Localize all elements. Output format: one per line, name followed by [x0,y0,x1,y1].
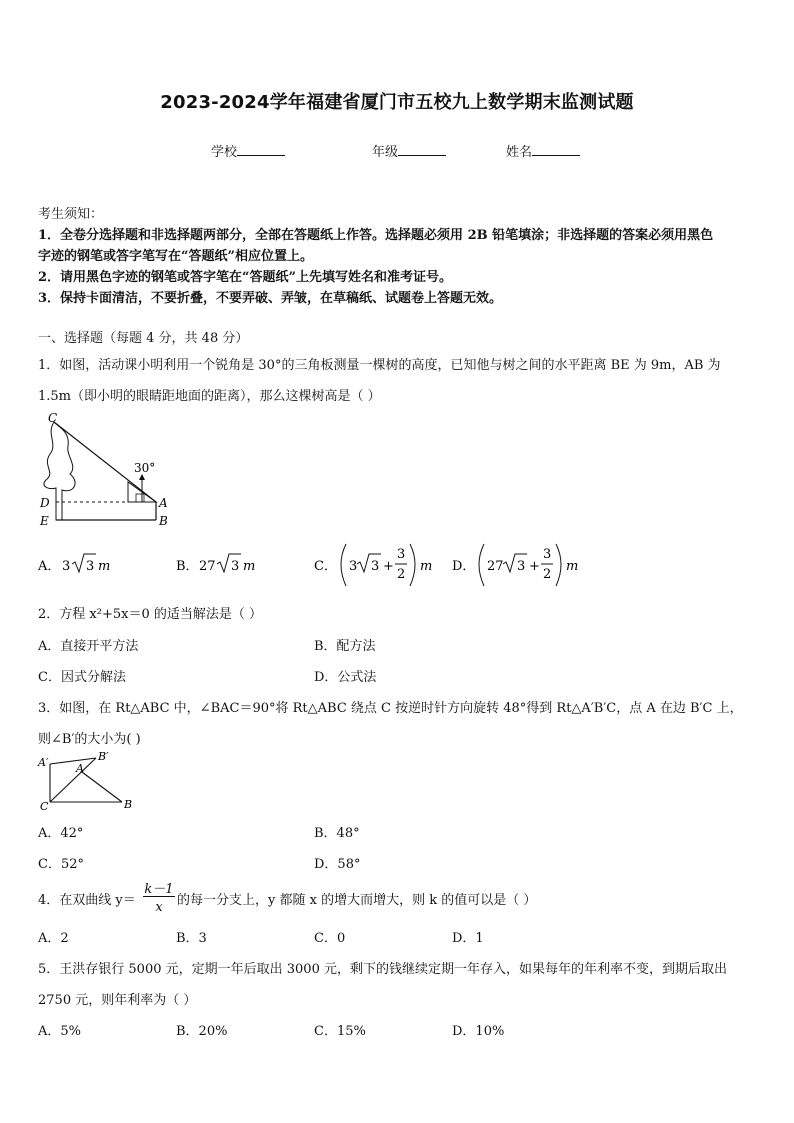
q1-option-a-rad: 3 [86,559,95,574]
name-blank [532,143,580,156]
q1-option-d-rparen [556,544,561,586]
label-a-prime: A′ [38,756,49,769]
q1-option-d-den: 2 [543,567,552,582]
q1-option-a-unit: m [98,559,111,574]
section-heading: 一、选择题（每题 4 分，共 48 分） [38,331,249,346]
q3-stem-line2: 则∠B′的大小为( ) [38,732,141,747]
q2-stem: 2．方程 x²+5x＝0 的适当解法是（ ） [38,607,262,622]
q2-option-a: A．直接开平方法 [38,639,139,654]
label-b: B [124,798,133,811]
q4-option-a: A．2 [38,931,69,946]
q4-stem-pre: 4．在双曲线 y＝ [38,893,136,908]
q5-option-b: B．20% [176,1024,228,1039]
q1-options [36,540,596,590]
q1-option-d-lparen [479,544,484,586]
notice-item-1-cont: 字迹的钢笔或答字笔写在“答题纸”相应位置上。 [38,249,313,264]
label-angle: 30° [134,461,156,475]
q4-fraction-num: k－1 [144,882,174,897]
label-a: A [76,762,84,775]
label-a: A [159,496,168,510]
q5-option-d: D．10% [452,1024,505,1039]
label-b: B [159,514,168,528]
q1-option-c-lparen [341,544,346,586]
q1-option-d-rad: 3 [517,559,526,574]
q4-option-b: B．3 [176,931,207,946]
q1-stem-line1: 1．如图，活动课小明利用一个锐角是 30°的三角板测量一棵树的高度，已知他与树之间的水平距离 BE 为 9m，AB 为 [38,358,721,373]
q1-option-a-label: A． [38,559,61,574]
q4-fraction-bar [143,896,175,897]
q1-option-a-coef: 3 [62,559,71,574]
q1-option-c-rad: 3 [371,559,380,574]
q1-figure [36,410,176,530]
q5-option-a: A．5% [38,1024,82,1039]
q1-option-c-rparen [410,544,415,586]
q1-option-d-unit: m [566,559,579,574]
q1-option-d-num: 3 [543,547,552,562]
name-field [506,141,580,160]
page-title: 2023-2024学年福建省厦门市五校九上数学期末监测试题 [160,92,634,113]
q5-stem-line1: 5．王洪存银行 5000 元，定期一年后取出 3000 元，剩下的钱继续定期一年存入，如果每年的年利率不变，到期后取出 [38,962,727,977]
q4-option-c: C．0 [314,931,346,946]
notice-item-1: 1．全卷分选择题和非选择题两部分，全部在答题纸上作答。选择题必须用 2B 铅笔填涂；非选择题的答案必须用黑色 [38,228,714,243]
q1-option-c-den: 2 [397,567,406,582]
q2-option-c: C．因式分解法 [38,670,126,685]
q4-stem-post: 的每一分支上，y 都随 x 的增大而增大，则 k 的值可以是（ ） [177,893,537,908]
q1-option-b-unit: m [243,559,256,574]
segment-a1b1 [50,758,96,764]
q4-fraction-den: x [155,900,163,915]
segment-cb1 [50,758,96,802]
q5-option-c: C．15% [314,1024,366,1039]
q3-option-d: D．58° [314,857,361,872]
q1-option-c-unit: m [420,559,433,574]
q1-option-d-label: D． [452,559,476,574]
q3-stem-line1: 3．如图，在 Rt△ABC 中，∠BAC＝90°将 Rt△ABC 绕点 C 按逆时针方向旋转 48°得到 Rt△A′B′C，点 A 在边 B′C 上， [38,701,743,716]
q3-option-b: B．48° [314,826,360,841]
q3-figure [36,750,146,812]
label-c: C [40,800,49,812]
q1-option-c-coef: 3 [349,559,358,574]
school-field [211,141,285,160]
segment-ab [82,772,122,802]
label-b-prime: B′ [98,750,109,763]
notice-heading: 考生须知： [38,207,104,222]
school-label: 学校 [211,145,238,160]
label-e: E [40,514,49,528]
grade-label: 年级 [372,145,399,160]
label-d: D [40,496,50,510]
grade-field [372,141,446,160]
notice-item-2: 2．请用黑色字迹的钢笔或答字笔在“答题纸”上先填写姓名和准考证号。 [38,270,453,285]
q2-option-d: D．公式法 [314,670,377,685]
right-angle-mark [136,494,144,502]
q1-option-c-plus: + [383,559,394,574]
q1-option-d-coef: 27 [487,559,504,574]
q1-option-c-label: C． [314,559,337,574]
name-label: 姓名 [506,145,533,160]
q1-option-c-num: 3 [397,547,406,562]
label-c: C [48,411,58,425]
q4-option-d: D．1 [452,931,484,946]
q1-option-d-plus: + [529,559,540,574]
q3-option-c: C．52° [38,857,84,872]
q1-option-b-coef: 27 [199,559,216,574]
q3-option-a: A．42° [38,826,84,841]
q1-option-b-rad: 3 [231,559,240,574]
q1-stem-line2: 1.5m（即小明的眼睛距地面的距离），那么这棵树高是（ ） [38,389,381,404]
school-blank [237,143,285,156]
q1-option-b-label: B． [176,559,199,574]
q2-option-b: B．配方法 [314,639,376,654]
notice-item-3: 3．保持卡面清洁，不要折叠，不要弄破、弄皱，在草稿纸、试题卷上答题无效。 [38,291,503,306]
grade-blank [398,143,446,156]
q5-stem-line2: 2750 元，则年利率为（ ） [38,993,197,1008]
